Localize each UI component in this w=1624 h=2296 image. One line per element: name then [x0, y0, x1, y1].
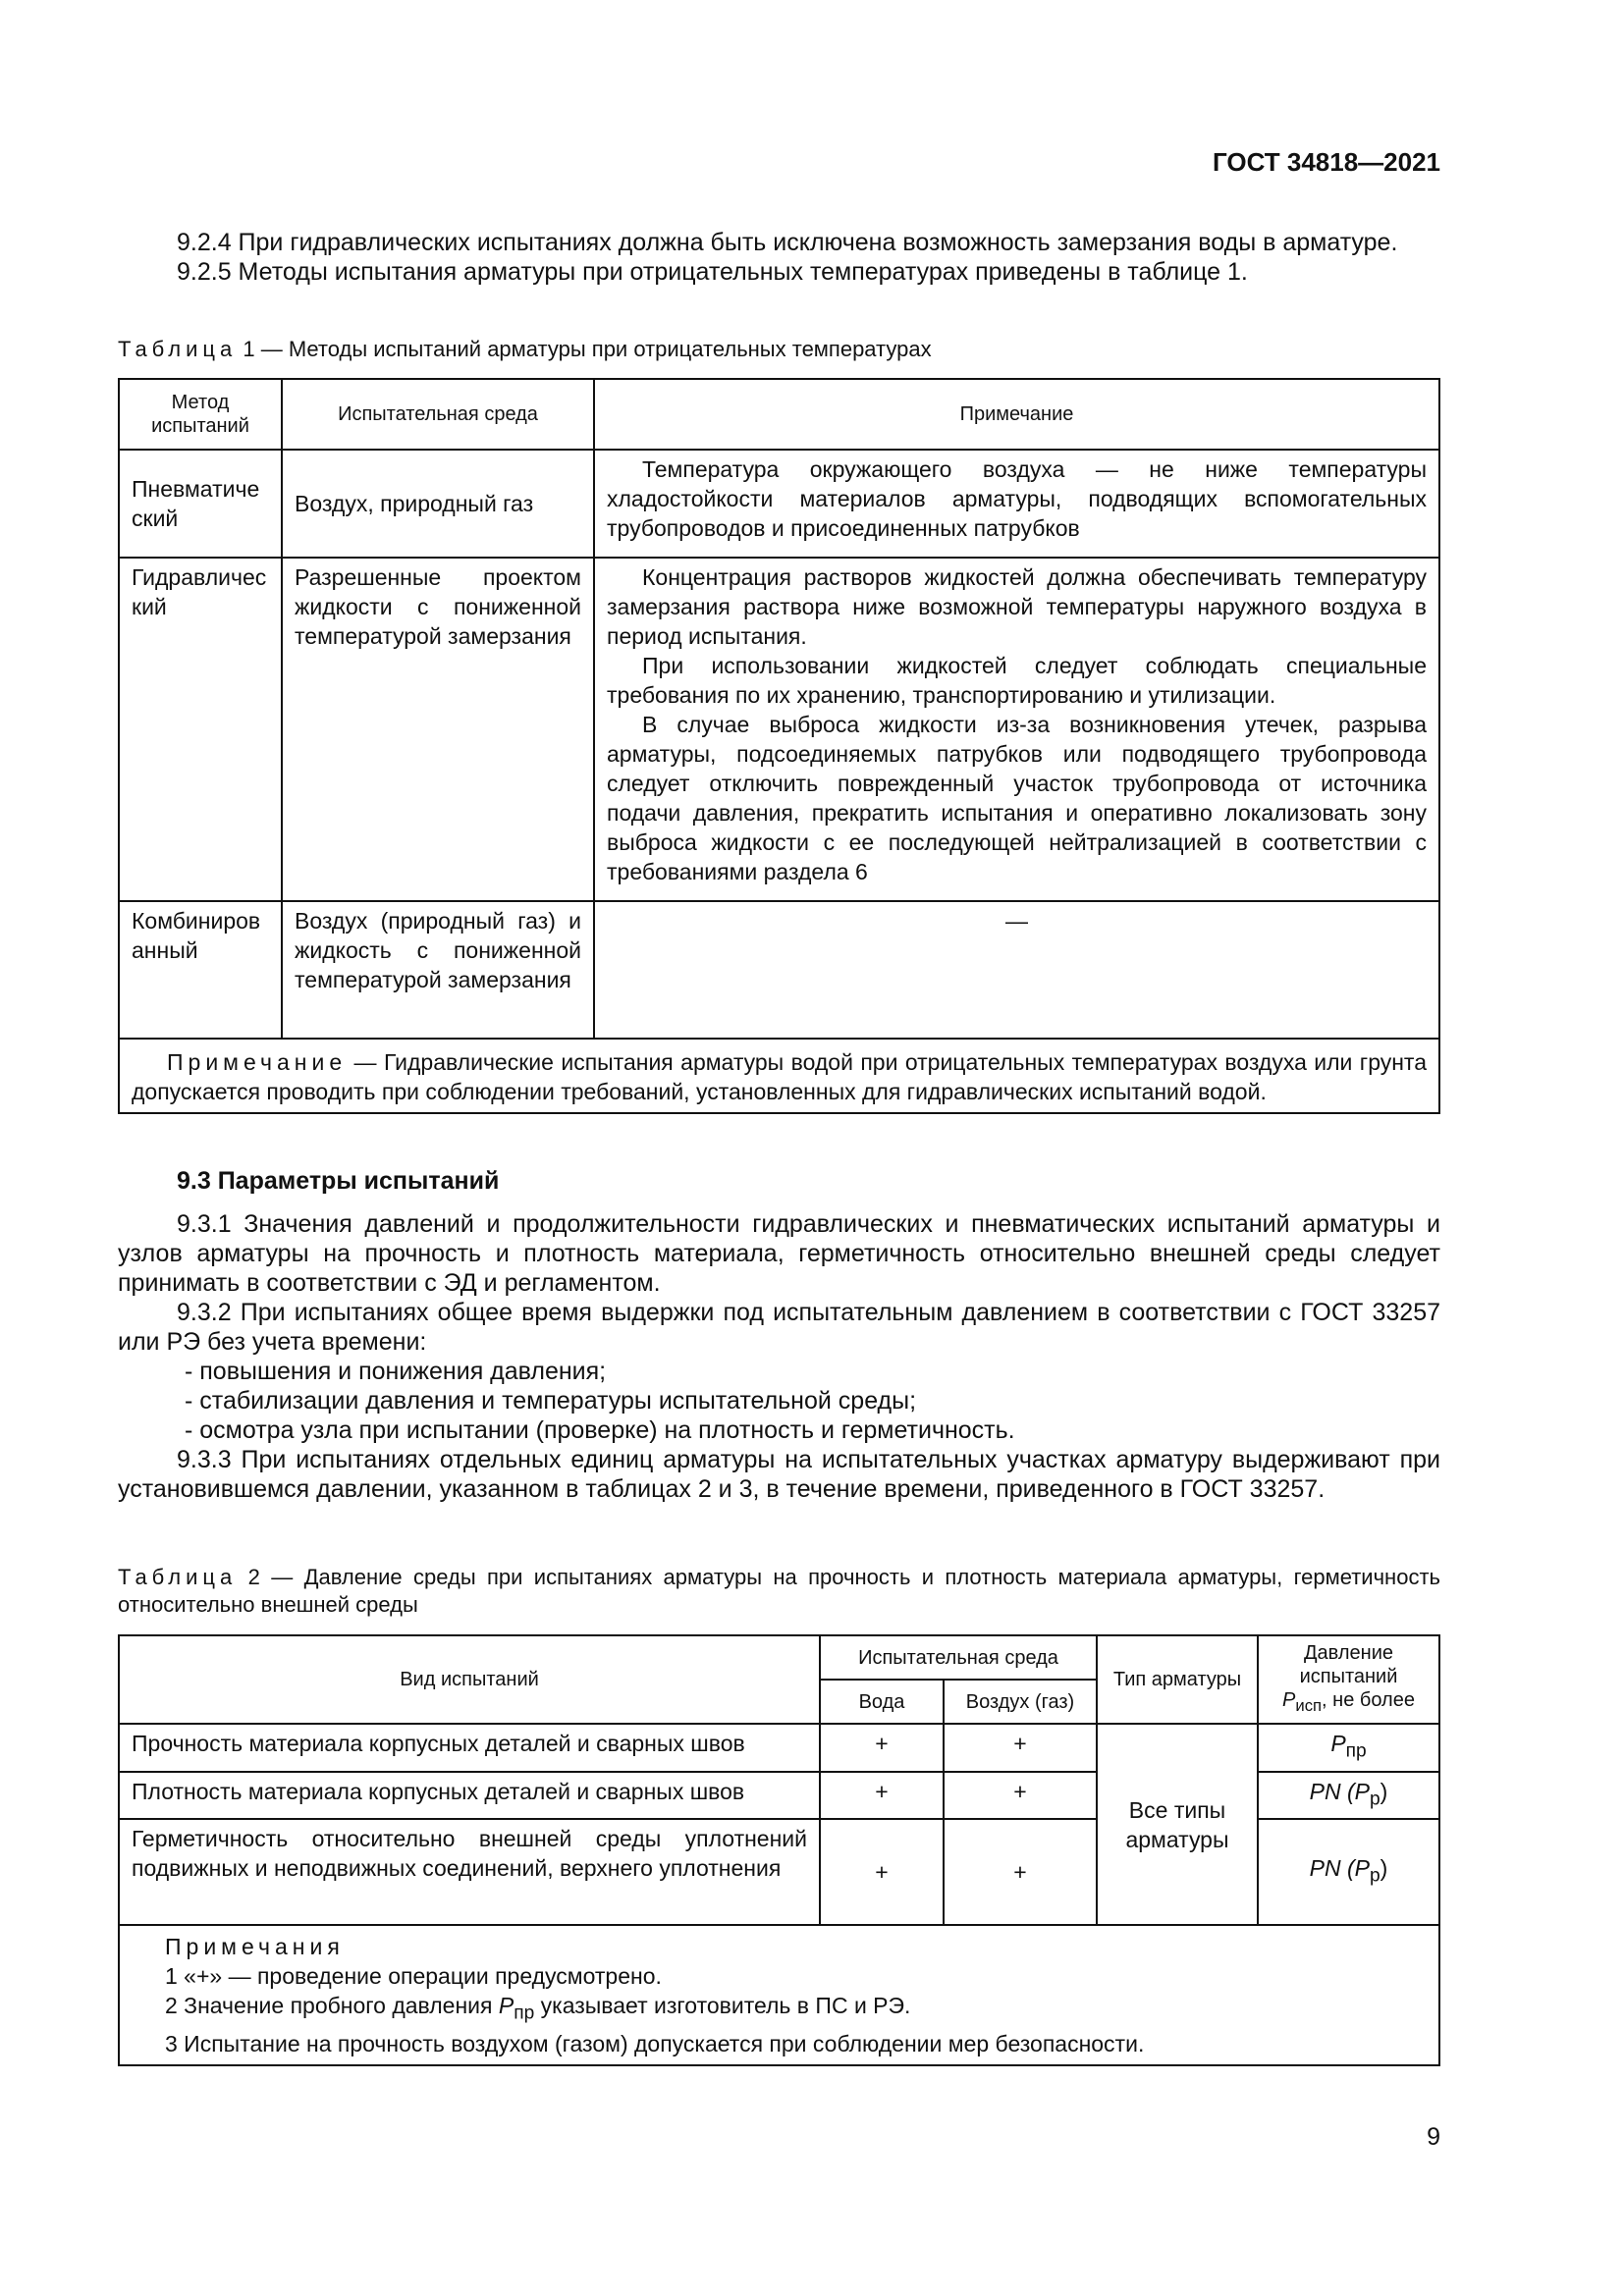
table-2 — [118, 1634, 1440, 2066]
t1-r1-method: Пневматический — [119, 450, 282, 558]
para-9-2-5: 9.2.5 Методы испытания арматуры при отрицательных температурах приведены в таблице 1. — [177, 258, 1248, 286]
t1-r1-notes: Температура окружающего воздуха — не ниже температуры хладостойкости материалов арматуры, подводящих вспомогательных трубопроводов и присоединенных патрубков — [594, 450, 1439, 558]
table-1 — [118, 378, 1440, 1114]
t2-notes-title: Примечания — [165, 1934, 345, 1960]
para-9-2-4: 9.2.4 При гидравлических испытаниях должна быть исключена возможность замерзания воды в арматуре. — [177, 229, 1398, 256]
t2-note-1: 1 «+» — проведение операции предусмотрено. — [165, 1963, 662, 1990]
t2-r3-pressure: PN $(P_р)$ — [1258, 1819, 1439, 1925]
table1-caption: Таблица 1 — Методы испытаний арматуры при отрицательных температурах — [118, 337, 932, 361]
t1-r2-method: Гидравлический — [119, 558, 282, 901]
t2-r1-pressure: $P_{пр}$ — [1258, 1724, 1439, 1772]
t2-header-pressure: Давление испытаний $P_{исп}$, не более — [1258, 1635, 1439, 1724]
para-9-3-1: 9.3.1 Значения давлений и продолжительности гидравлических и пневматических испытаний арматуры и узлов арматуры на прочность и плотность материала, герметичность относительно внешней среды следует принимать в соответствии с ЭД и регламентом. — [118, 1210, 1440, 1297]
t2-r2-water: + — [820, 1772, 944, 1820]
list-item: - повышения и понижения давления; — [185, 1358, 607, 1385]
t2-note-2: 2 Значение пробного давления $P_{пр}$ указывает изготовитель в ПС и РЭ. — [165, 1993, 911, 2024]
t1-footnote: Примечание — Гидравлические испытания арматуры водой при отрицательных температурах воздуха или грунта допускается проводить при соблюдении требований, установленных для гидравлических испытаний водой. — [119, 1039, 1439, 1113]
t2-r1-air: + — [944, 1724, 1097, 1772]
t2-r1-type: Прочность материала корпусных деталей и сварных швов — [119, 1724, 820, 1772]
t2-r2-pressure: PN $(P_р)$ — [1258, 1772, 1439, 1820]
t1-r1-medium: Воздух, природный газ — [282, 450, 594, 558]
t2-header-water: Вода — [820, 1680, 944, 1724]
t2-r3-air: + — [944, 1819, 1097, 1925]
para-9-3-3: 9.3.3 При испытаниях отдельных единиц арматуры на испытательных участках арматуру выдерживают при установившемся давлении, указанном в таблицах 2 и 3, в течение времени, приведенного в ГОСТ 33257. — [118, 1446, 1440, 1503]
t2-r2-air: + — [944, 1772, 1097, 1820]
document-id: ГОСТ 34818—2021 — [1213, 147, 1440, 177]
t2-r3-type: Герметичность относительно внешней среды уплотнений подвижных и неподвижных соединений, верхнего уплотнения — [119, 1819, 820, 1925]
para-9-3-2: 9.3.2 При испытаниях общее время выдержки под испытательным давлением в соответствии с ГОСТ 33257 или РЭ без учета времени: — [118, 1299, 1440, 1356]
t1-header-medium: Испытательная среда — [282, 379, 594, 450]
t2-r3-water: + — [820, 1819, 944, 1925]
t2-header-air: Воздух (газ) — [944, 1680, 1097, 1724]
list-item: - осмотра узла при испытании (проверке) на плотность и герметичность. — [185, 1416, 1015, 1444]
t2-valve-all: Все типы арматуры — [1097, 1724, 1258, 1925]
t1-r3-medium: Воздух (природный газ) и жидкость с пониженной температурой замерзания — [282, 901, 594, 1039]
table2-caption: Таблица 2 — Давление среды при испытаниях арматуры на прочность и плотность материала арматуры, герметичность относительно внешней среды — [118, 1565, 1440, 1617]
t2-notes — [119, 1925, 1439, 2065]
t1-r2-notes: Концентрация растворов жидкостей должна обеспечивать температуру замерзания раствора ниже возможной температуры наружного воздуха в период испытания. При использовании жидкостей следует соблюдать специальные требования по их хранению, транспортированию и утилизации. В случае выброса жидкости из-за возникновения утечек, разрыва арматуры, подсоединяемых патрубков или подводящего трубопровода следует отключить поврежденный участок трубопровода от источника подачи давления, прекратить испытания и оперативно локализовать зону выброса жидкости с ее последующей нейтрализацией в соответствии с требованиями раздела 6 — [594, 558, 1439, 901]
section-title-9-3: 9.3 Параметры испытаний — [177, 1167, 500, 1195]
t1-header-method: Метод испытаний — [119, 379, 282, 450]
t1-r3-notes: — — [594, 901, 1439, 1039]
page-number: 9 — [1427, 2123, 1440, 2151]
t1-r3-method: Комбинированный — [119, 901, 282, 1039]
t2-header-type: Вид испытаний — [119, 1635, 820, 1724]
t2-header-valve: Тип арматуры — [1097, 1635, 1258, 1724]
t2-r2-type: Плотность материала корпусных деталей и сварных швов — [119, 1772, 820, 1820]
t1-header-note: Примечание — [594, 379, 1439, 450]
t2-r1-water: + — [820, 1724, 944, 1772]
t1-r2-medium: Разрешенные проектом жидкости с пониженной температурой замерзания — [282, 558, 594, 901]
list-item: - стабилизации давления и температуры испытательной среды; — [185, 1387, 917, 1415]
t2-header-medium: Испытательная среда — [820, 1635, 1097, 1680]
t2-note-3: 3 Испытание на прочность воздухом (газом) допускается при соблюдении мер безопасности. — [165, 2030, 1145, 2056]
